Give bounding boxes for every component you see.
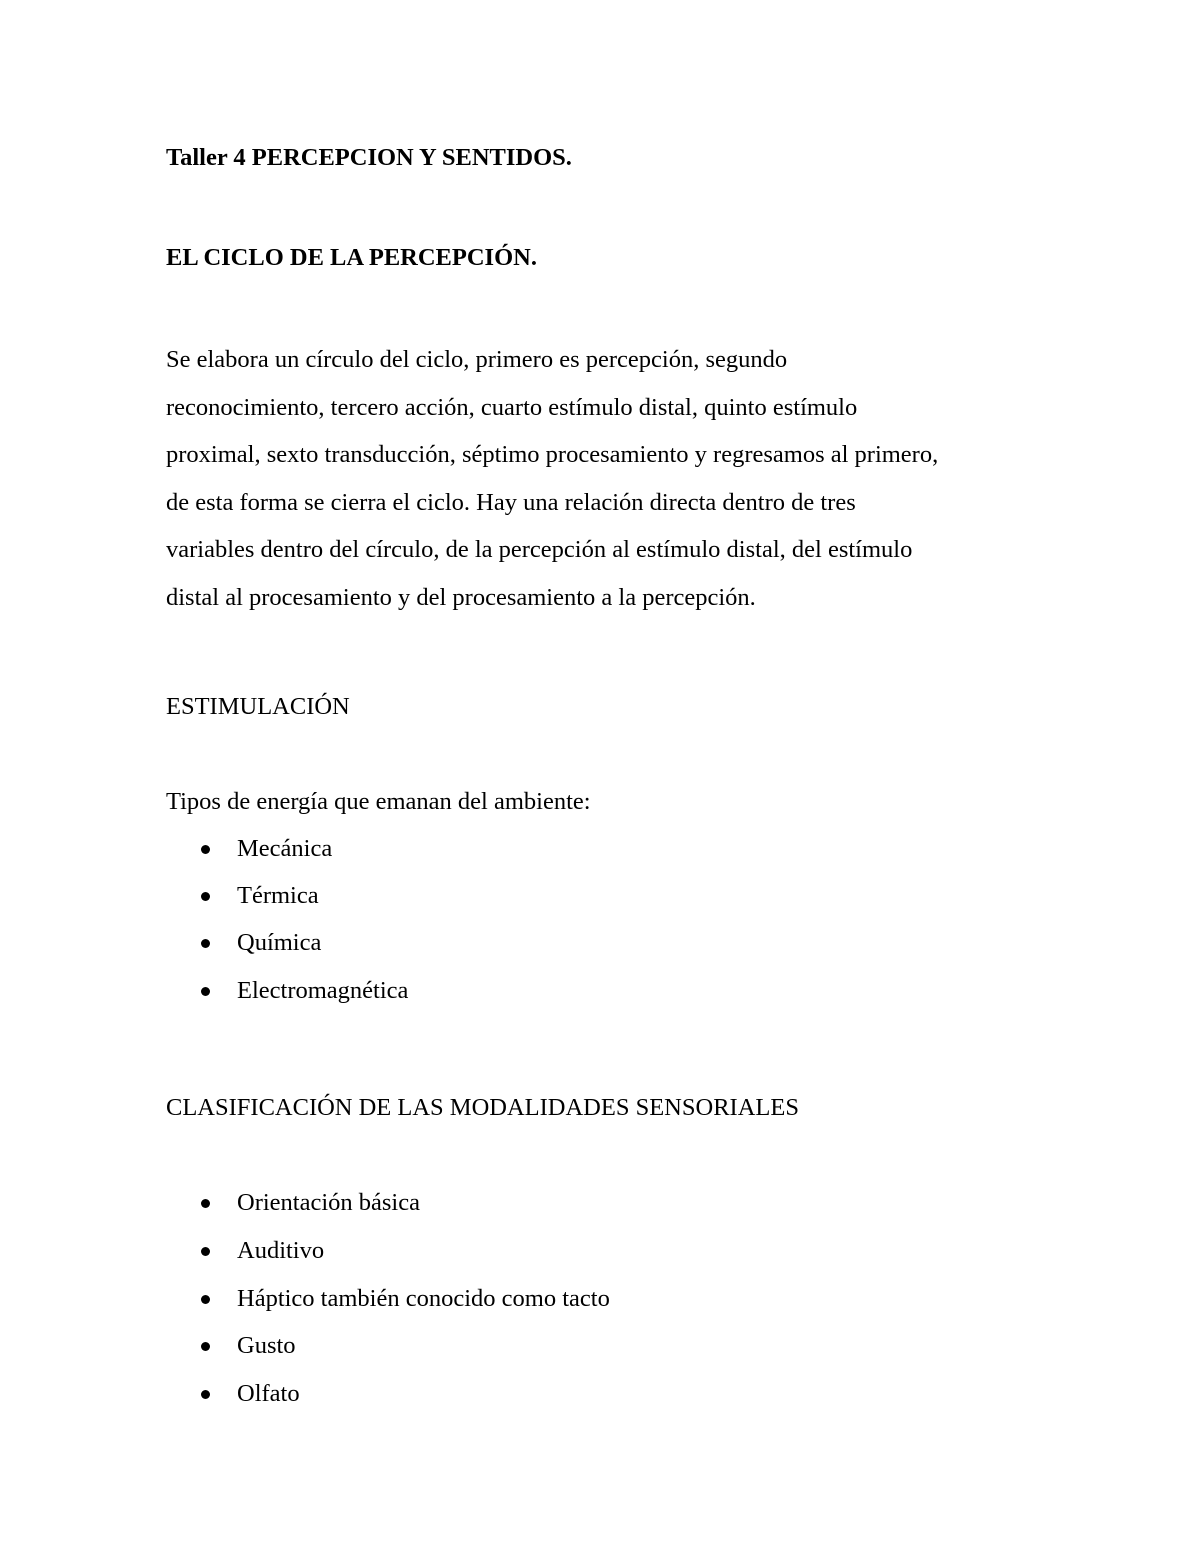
- section-heading-estimulacion: ESTIMULACIÓN: [166, 693, 350, 720]
- bullet-icon: [201, 1247, 210, 1256]
- list-item-label: Térmica: [237, 882, 319, 909]
- list-item-label: Mecánica: [237, 835, 333, 862]
- list-item-label: Química: [237, 929, 322, 956]
- list-item-label: Electromagnética: [237, 977, 409, 1004]
- bullet-icon: [201, 845, 210, 854]
- energy-intro: Tipos de energía que emanan del ambiente:: [166, 788, 591, 815]
- paragraph-line: de esta forma se cierra el ciclo. Hay una relación directa dentro de tres: [166, 488, 856, 516]
- list-item-label: Olfato: [237, 1380, 300, 1407]
- paragraph-line: reconocimiento, tercero acción, cuarto estímulo distal, quinto estímulo: [166, 393, 858, 421]
- bullet-icon: [201, 1199, 210, 1208]
- section-heading-clasificacion: CLASIFICACIÓN DE LAS MODALIDADES SENSORIALES: [166, 1094, 799, 1121]
- cycle-paragraph: [166, 336, 1066, 621]
- bullet-icon: [201, 1390, 210, 1399]
- list-item-label: Orientación básica: [237, 1189, 420, 1216]
- document-title: Taller 4 PERCEPCION Y SENTIDOS.: [166, 144, 572, 171]
- bullet-icon: [201, 1342, 210, 1351]
- bullet-icon: [201, 1295, 210, 1304]
- list-item-label: Gusto: [237, 1332, 296, 1359]
- list-item-label: Auditivo: [237, 1237, 325, 1264]
- paragraph-line: Se elabora un círculo del ciclo, primero es percepción, segundo: [166, 346, 788, 373]
- bullet-icon: [201, 939, 210, 948]
- bullet-icon: [201, 987, 210, 996]
- paragraph-line: distal al procesamiento y del procesamiento a la percepción.: [166, 583, 756, 611]
- list-item-label: Háptico también conocido como tacto: [237, 1285, 610, 1312]
- paragraph-line: variables dentro del círculo, de la percepción al estímulo distal, del estímulo: [166, 536, 913, 563]
- bullet-icon: [201, 892, 210, 901]
- paragraph-line: proximal, sexto transducción, séptimo procesamiento y regresamos al primero,: [166, 441, 939, 468]
- section-heading-ciclo: EL CICLO DE LA PERCEPCIÓN.: [166, 244, 537, 271]
